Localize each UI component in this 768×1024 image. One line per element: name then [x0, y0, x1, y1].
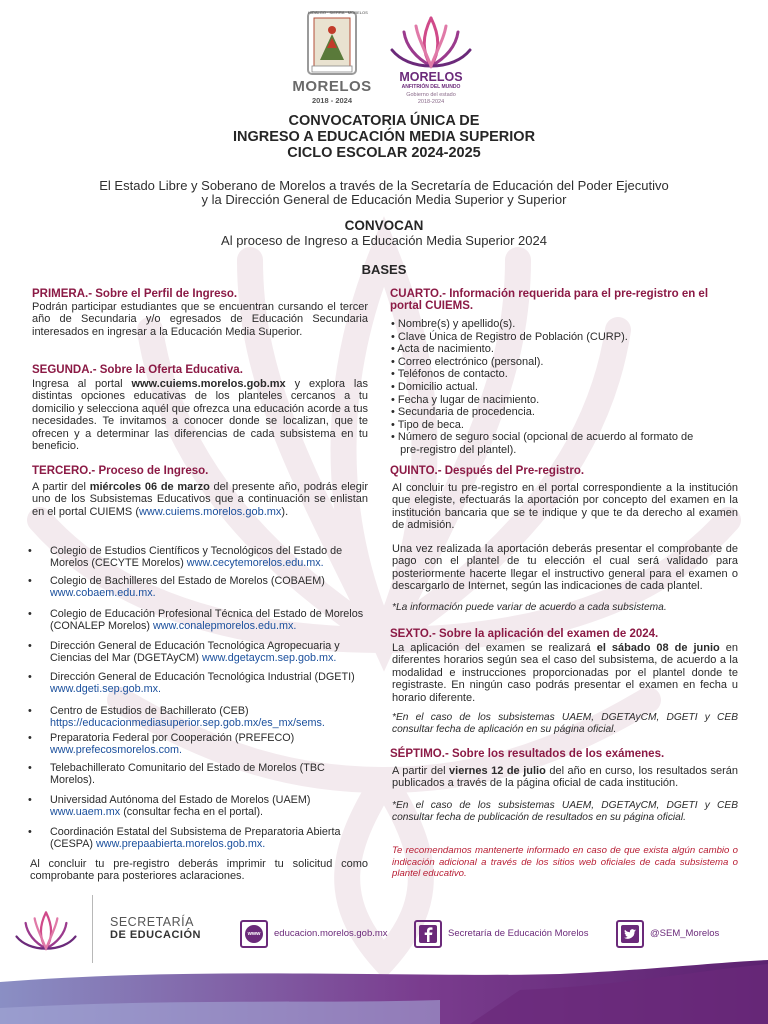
tercero-pre: A partir del — [32, 481, 90, 493]
institution-name: Colegio de Estudios Científicos y Tecnológicos del Estado de Morelos (CECYTE Morelos) — [50, 545, 343, 570]
list-item: • Tipo de beca. — [391, 418, 464, 431]
logo2-years: 2018-2024 — [417, 99, 445, 105]
web-link[interactable] — [240, 920, 410, 948]
bullet: • — [28, 826, 32, 838]
sexto-date: el sábado 08 de junio — [596, 642, 720, 654]
cuarto-heading-1: CUARTO.- Información requerida para el pre-registro en el — [390, 288, 709, 300]
institution-name: Dirección General de Educación Tecnológica Industrial (DGETI) — [50, 671, 355, 683]
logo2-tag: ANFITRIÓN DEL MUNDO — [401, 84, 461, 90]
institution-name: Telebachillerato Comunitario del Estado de Morelos (TBC Morelos). — [50, 762, 325, 787]
institution-name: Universidad Autónoma del Estado de Morelos (UAEM) — [50, 794, 311, 806]
list-item: • Número de seguro social (opcional de acuerdo al formato de — [391, 431, 694, 444]
cuarto-heading-2: portal CUIEMS. — [390, 300, 474, 312]
quinto-p2: Una vez realizada la aportación deberás presentar el comprobante de pago con el plantel de tu elección el cual será validado para posteriormente hacerte llegar el instructivo general para el examen o descargarlo de Internet, según las indicaciones de cada plantel. — [392, 543, 738, 593]
septimo-date: viernes 12 de julio — [449, 765, 546, 777]
tercero-text — [32, 481, 368, 518]
segunda-text — [32, 378, 368, 452]
institution-link[interactable]: www.dgeti.sep.gob.mx. — [50, 683, 162, 696]
quinto-heading: QUINTO.- Después del Pre-registro. — [390, 465, 585, 477]
bullet: • — [28, 640, 32, 652]
primera-heading: PRIMERA.- Sobre el Perfil de Ingreso. — [32, 288, 238, 300]
sexto-heading: SEXTO.- Sobre la aplicación del examen de 2024. — [390, 628, 659, 640]
institution-link[interactable]: www.prefecosmorelos.com. — [50, 744, 183, 757]
sexto-note: *En el caso de los subsistemas UAEM, DGETAyCM, DGETI y CEB consultar fecha de aplicación en su página oficial. — [392, 712, 738, 735]
list-item: • Clave Única de Registro de Población (CURP). — [391, 330, 628, 343]
cuiems-link[interactable]: www.cuiems.morelos.gob.mx — [138, 505, 282, 518]
quinto-note: *La información puede variar de acuerdo a cada subsistema. — [392, 602, 667, 613]
list-item: • Correo electrónico (personal). — [391, 355, 544, 368]
secretaria-line-2: DE EDUCACIÓN — [110, 929, 201, 941]
logo-name: MORELOS — [292, 78, 372, 95]
institution-link[interactable]: www.conalepmorelos.edu.mx. — [153, 620, 297, 633]
list-item: • Secundaria de procedencia. — [391, 406, 535, 419]
title-line-3: CICLO ESCOLAR 2024-2025 — [287, 145, 481, 161]
intro-line-1: El Estado Libre y Soberano de Morelos a través de la Secretaría de Educación del Poder Ejecutivo — [99, 178, 669, 193]
institution-link[interactable]: www.uaem.mx — [50, 806, 121, 819]
closing-text: Al concluir tu pre-registro deberás imprimir tu solicitud como comprobante para posteriores aclaraciones. — [30, 858, 368, 883]
institution-name: Centro de Estudios de Bachillerato (CEB) — [50, 705, 249, 717]
tercero-post: ). — [281, 505, 289, 518]
bullet: • — [28, 705, 32, 717]
bullet: • — [28, 762, 32, 774]
institution-link[interactable]: https://educacionmediasuperior.sep.gob.mx/es_mx/sems. — [50, 717, 325, 730]
institution-name: Preparatoria Federal por Cooperación (PREFECO) — [50, 732, 295, 744]
segunda-pre: Ingresa al portal — [32, 378, 132, 390]
septimo-note: *En el caso de los subsistemas UAEM, DGETAyCM, DGETI y CEB consultar fecha de publicación de resultados en su página oficial. — [392, 800, 738, 823]
institution-name: Colegio de Educación Profesional Técnica del Estado de Morelos (CONALEP Morelos) — [50, 608, 364, 633]
sexto-pre: La aplicación del examen se realizará — [392, 642, 597, 654]
morelos-state-logo — [282, 8, 382, 108]
www-icon-circle — [245, 925, 263, 943]
intro-line-2: y la Dirección General de Educación Media Superior y Superior — [201, 192, 567, 207]
list-item: • Domicilio actual. — [391, 380, 478, 393]
bases-title: BASES — [361, 262, 407, 277]
institution-link[interactable]: www.dgetaycm.sep.gob.mx. — [201, 652, 337, 665]
logo2-gov: Gobierno del estado — [406, 92, 456, 98]
twitter-icon — [616, 920, 644, 948]
institution-link[interactable]: www.prepaabierta.morelos.gob.mx. — [96, 838, 266, 851]
institution-link[interactable]: www.cobaem.edu.mx. — [50, 587, 156, 600]
convocan-title: CONVOCAN — [344, 218, 424, 233]
sexto-text — [392, 642, 738, 704]
recommendation-text: Te recomendamos mantenerte informado en caso de que exista algún cambio o indicación adicional a través de los sitios web oficiales de cada subsistema o plantel educativo. — [392, 845, 738, 879]
list-item: • Teléfonos de contacto. — [391, 368, 508, 381]
twitter-handle[interactable]: @SEM_Morelos — [650, 928, 720, 939]
list-item: • Nombre(s) y apellido(s). — [391, 318, 516, 330]
www-icon-text: www — [247, 931, 261, 937]
www-icon — [240, 920, 268, 948]
logo-years: 2018 - 2024 — [311, 96, 353, 105]
list-item: • Fecha y lugar de nacimiento. — [391, 393, 540, 406]
tercero-mid: del presente año, podrás elegir uno de los Subsistemas Educativos que a continuación se enlistan en el portal CUIEMS ( — [32, 481, 368, 518]
bullet: • — [28, 671, 32, 683]
institution-link[interactable]: www.cecytemorelos.edu.mx. — [186, 557, 324, 570]
logo-top-text: HIDALGO · SIERRA · MORELOS — [308, 10, 368, 15]
institution-name: Dirección General de Educación Tecnológica Agropecuaria y Ciencias del Mar (DGETAyCM) — [50, 640, 340, 665]
cuiems-portal-text: www.cuiems.morelos.gob.mx — [131, 378, 286, 390]
facebook-link[interactable] — [414, 920, 604, 948]
septimo-text — [392, 765, 738, 790]
title-line-1: CONVOCATORIA ÚNICA DE — [288, 113, 480, 129]
bullet: • — [28, 794, 32, 806]
lotus-logo-icon — [12, 900, 80, 958]
cuarto-list — [391, 318, 731, 457]
bullet: • — [28, 732, 32, 744]
list-item: • Acta de nacimiento. — [391, 343, 494, 356]
tercero-heading: TERCERO.- Proceso de Ingreso. — [32, 465, 209, 477]
logo2-name: MORELOS — [399, 70, 463, 84]
lotus-logo-icon — [386, 8, 476, 72]
title-line-2: INGRESO A EDUCACIÓN MEDIA SUPERIOR — [232, 129, 536, 145]
footer-wave-band — [0, 960, 768, 1024]
segunda-heading: SEGUNDA.- Sobre la Oferta Educativa. — [32, 364, 243, 376]
web-url[interactable]: educacion.morelos.gob.mx — [274, 928, 388, 939]
list-item: pre-registro del plantel). — [391, 443, 517, 456]
septimo-pre: A partir del — [392, 765, 450, 777]
footer-lotus-logo — [12, 900, 80, 958]
bullet: • — [28, 545, 32, 557]
facebook-icon — [414, 920, 442, 948]
facebook-handle[interactable]: Secretaría de Educación Morelos — [448, 928, 589, 939]
secretaria-line-1: SECRETARÍA — [110, 915, 194, 929]
institution-extra: (consultar fecha en el portal). — [120, 806, 264, 819]
bullet: • — [28, 575, 32, 587]
bullet: • — [28, 608, 32, 620]
morelos-anfitrion-logo — [386, 8, 476, 108]
coat-of-arms-icon — [282, 8, 382, 88]
footer-divider — [92, 895, 93, 963]
convocan-subtitle: Al proceso de Ingreso a Educación Media Superior 2024 — [221, 233, 547, 248]
septimo-post: del año en curso, los resultados serán publicados a través de la página oficial de cada institución. — [392, 765, 739, 790]
tercero-date: miércoles 06 de marzo — [89, 481, 210, 493]
septimo-heading: SÉPTIMO.- Sobre los resultados de los exámenes. — [390, 748, 665, 760]
institution-name: Coordinación Estatal del Subsistema de Preparatoria Abierta (CESPA) — [50, 826, 341, 851]
institution-name: Colegio de Bachilleres del Estado de Morelos (COBAEM) — [50, 575, 325, 587]
primera-text: Podrán participar estudiantes que se encuentran cursando el tercer año de Secundaria y/o egresados de Educación Secundaria interesados en ingresar a la Educación Media Superior. — [32, 301, 368, 338]
sexto-post: en diferentes horarios según sea el caso del subsistema, de acuerdo a la modalidad e instrucciones proporcionadas por el plantel donde te registraste. En ningún caso podrás presentar el examen en fecha u horario diferente. — [392, 642, 738, 704]
twitter-link[interactable] — [616, 920, 756, 948]
segunda-post: y explora las distintas opciones educativas de los planteles cercanos a tu domicilio y selecciona aquél que ofrezca una educación acorde a tus necesidades. Te invitamos a conocer donde se localizan, que te ofrecen y a determinar las diferencias de cada subsistema en tu beneficio. — [32, 378, 368, 453]
quinto-p1: Al concluir tu pre-registro en el portal correspondiente a la institución que elegiste, efectuarás la aportación por concepto del examen en la institución bancaria que se te indique y que te da derecho al examen de admisión. — [392, 482, 738, 532]
